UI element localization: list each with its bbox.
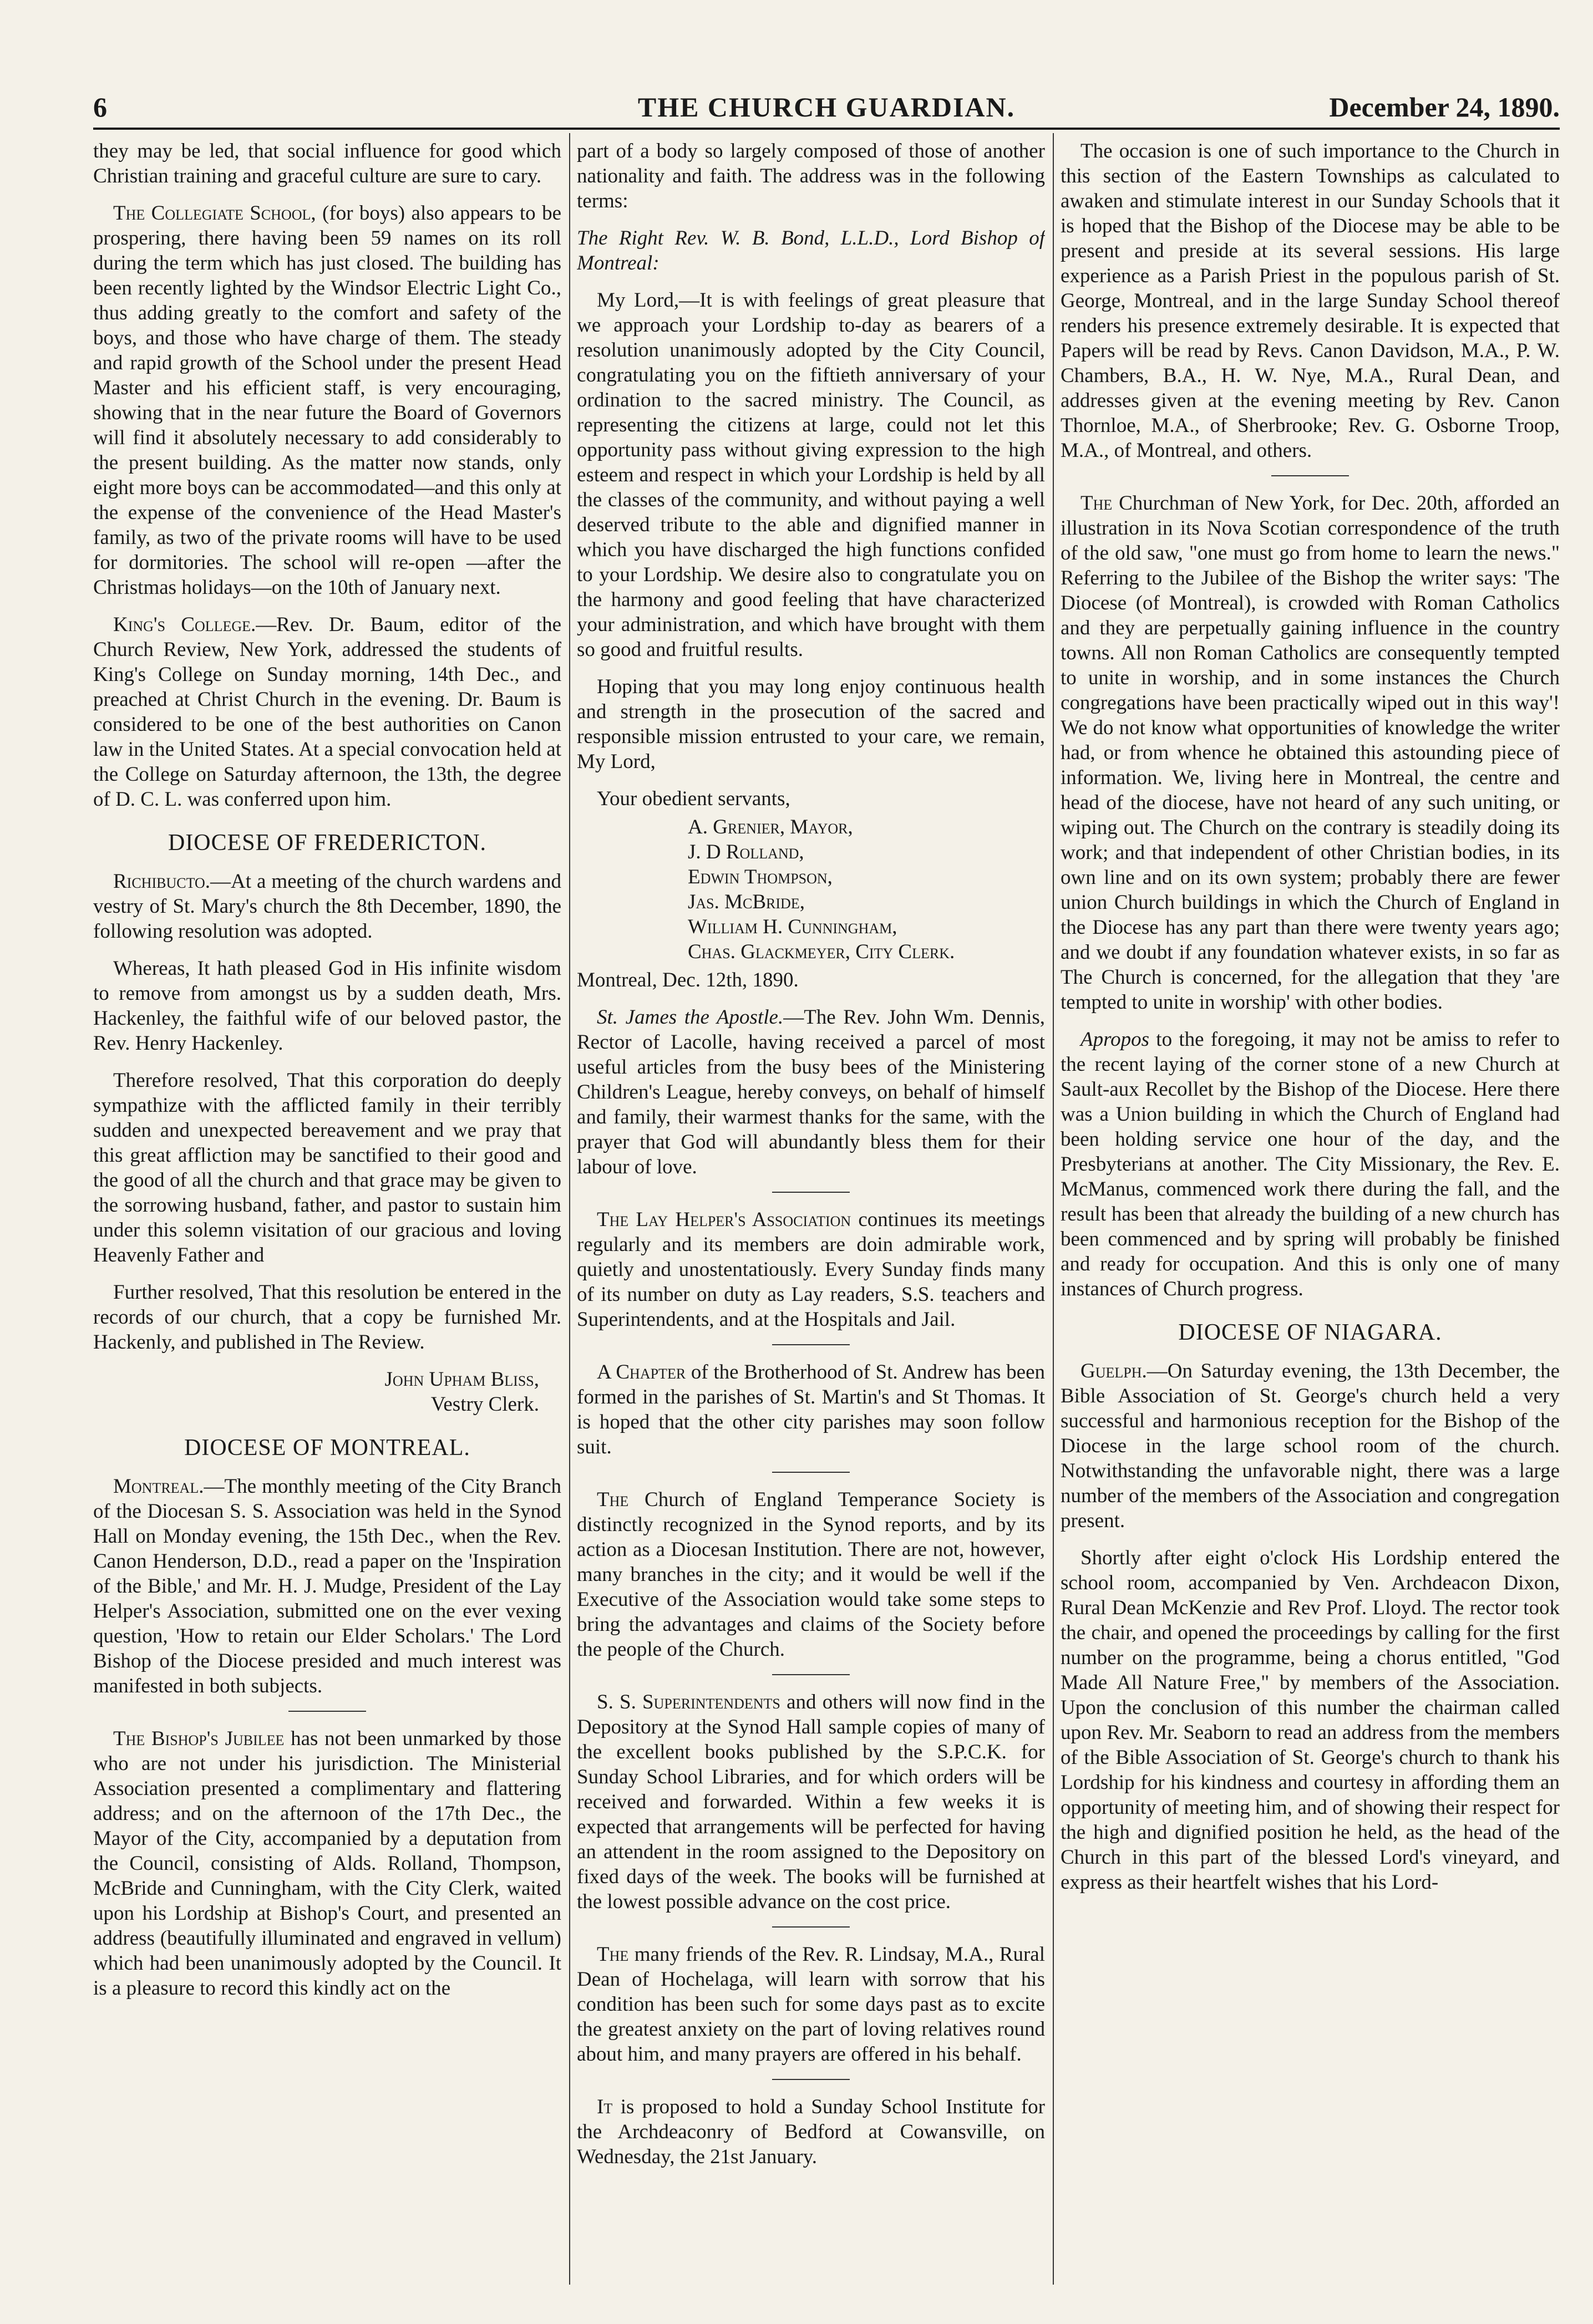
paragraph: they may be led, that social influence for good which Christian training and graceful culture are sure to cary. (93, 140, 561, 187)
paragraph (577, 1690, 1045, 1914)
paragraph (1061, 1359, 1560, 1533)
column-3 (1061, 139, 1560, 2301)
paragraph (577, 1942, 1045, 2067)
signer: J. D Rolland, (688, 841, 804, 863)
lead-in: S. S. Superintendents (597, 1691, 780, 1713)
paragraph-text: is proposed to hold a Sunday School Institute for the Archdeaconry of Bedford at Cowansville, on Wednesday, the 21st January. (577, 2096, 1045, 2168)
separator-rule (288, 1711, 366, 1712)
column-1 (93, 139, 561, 2301)
paragraph-text: —Rev. Dr. Baum, editor of the Church Review, New York, addressed the students of King's College on Sunday morning, 14th Dec., and preached at Christ Church in the evening. Dr. Baum is considered to be one of the best authorities on Canon law in the United States. At a special convocation held at the College on Saturday afternoon, the 13th, the degree of D. C. L. was conferred upon him. (93, 613, 561, 811)
masthead-title: THE CHURCH GUARDIAN. (637, 91, 1016, 123)
section-heading: DIOCESE OF NIAGARA. (1178, 1320, 1442, 1345)
signature-name: John Upham Bliss, (384, 1368, 539, 1391)
column-rule (569, 133, 570, 2285)
lead-in: St. James the Apostle. (597, 1006, 784, 1029)
paragraph (577, 1487, 1045, 1662)
paragraph: Further resolved, That this resolution be entered in the records of our church, that a copy be furnished Mr. Hackenly, and published in The Review. (93, 1281, 561, 1354)
signatories (688, 815, 1045, 964)
paragraph: The occasion is one of such importance to the Church in this section of the Eastern Townships as calculated to awaken and stimulate interest in our Sunday Schools that it is hoped that the Bishop of the Diocese may be able to be present and preside at its several sessions. His large experience as a Parish Priest in the populous parish of St. George, Montreal, and in the large Sunday School thereof renders his presence extremely desirable. It is expected that Papers will be read by Revs. Canon Davidson, M.A., P. W. Chambers, B.A., H. W. Nye, M.A., Rural Dean, and addresses given at the evening meeting by Rev. Canon Thornloe, M.A., of Sherbrooke; Rev. G. Osborne Troop, M.A., of Montreal, and others. (1061, 140, 1560, 462)
paragraph-text: —At a meeting of the church wardens and vestry of St. Mary's church the 8th December, 1890, the following resolution was adopted. (93, 870, 561, 943)
paragraph-text: continues its meetings regularly and its members are doin admirable work, quietly and unostentatiously. Every Sunday finds many of its number on duty as Lay readers, S.S. teachers and Superintendents, and at the Hospitals and Jail. (577, 1208, 1045, 1331)
page-number: 6 (93, 91, 107, 123)
signature-title: Vestry Clerk. (430, 1393, 539, 1416)
paragraph-text: to the foregoing, it may not be amiss to refer to the recent laying of the corner stone of a new Church at Sault-aux Recollet by the Bishop of the Diocese. Here there was a Union building in which the Church of England had been holding service one hour of the day, and the Presbyterians at another. The City Missionary, the Rev. E. McManus, commenced work there during the fall, and the result has been that already the building of a new church has been commenced and by spring will probably be finished and ready for occupation. And this is only one of many instances of Church progress. (1061, 1028, 1560, 1300)
paragraph (1061, 1027, 1560, 1301)
paragraph-text: (for boys) also appears to be prospering, there having been 59 names on its roll during the term which has just closed. The building has been recently lighted by the Windsor Electric Light Co., thus adding greatly to the comfort and safety of the boys, and those who have charge of them. The steady and rapid growth of the School under the present Head Master and his efficient staff, is very encouraging, showing that in the near future the Board of Governors will find it absolutely necessary to add considerably to the present building. As the matter now stands, only eight more boys can be accommodated—and this only at the expense of the convenience of the Head Master's family, as two of the private rooms will have to be used for dormitories. The school will re-open —after the Christmas holidays—on the 10th of January next. (93, 202, 561, 599)
lead-in: The (597, 1943, 629, 1966)
section-heading: DIOCESE OF MONTREAL. (184, 1435, 470, 1461)
lead-in: Guelph. (1080, 1360, 1147, 1382)
separator-rule (772, 1192, 850, 1193)
separator-rule (772, 1674, 850, 1675)
paragraph-text: of the Brotherhood of St. Andrew has been formed in the parishes of St. Martin's and St Thomas. It is hoped that the other city parishes may soon follow suit. (577, 1361, 1045, 1458)
lead-in: The Bishop's Jubilee (113, 1727, 285, 1750)
paragraph (577, 1207, 1045, 1332)
paragraph (577, 2094, 1045, 2169)
column-rule (1053, 133, 1054, 2285)
paragraph (93, 1474, 561, 1698)
lead-in: The (1080, 492, 1113, 515)
paragraph (93, 201, 561, 600)
signer: A. Grenier, Mayor, (688, 816, 853, 838)
column-2 (577, 139, 1045, 2301)
lead-in: The Lay Helper's Association (597, 1208, 851, 1231)
paragraph: Shortly after eight o'clock His Lordship entered the school room, accompanied by Ven. Archdeacon Dixon, Rural Dean McKenzie and Rev Prof. Lloyd. The rector took the chair, and opened the proceedings by calling for the first number on the programme, being a chorus entitled, "God Made All Nature Free," by members of the Association. Upon the conclusion of this number the chairman called upon Rev. Mr. Seaborn to read an address from the members of the Bible Association of St. George's church to thank his Lordship for his kindness and courtesy in affording them an opportunity of meeting him, and of showing their respect for the high and dignified position he held, as the head of the Church in this part of the blessed Lord's vineyard, and express as their heartfelt wishes that his Lord- (1061, 1547, 1560, 1894)
separator-rule (772, 2079, 850, 2080)
page-header (93, 83, 1560, 130)
signer: Edwin Thompson, (688, 866, 833, 888)
paragraph: Therefore resolved, That this corporation do deeply sympathize with the afflicted family in their terribly sudden and unexpected bereavement and we pray that this great affliction may be sanctified to their good and the good of all the church and that grace may be given to the sorrowing husband, father, and pastor to sustain him under this solemn visitation of our gracious and loving Heavenly Father and (93, 1069, 561, 1267)
lead-in: Montreal. (113, 1475, 204, 1498)
paragraph (1061, 491, 1560, 1015)
paragraph: My Lord,—It is with feelings of great pleasure that we approach your Lordship to-day as bearers of a resolution unanimously adopted by the City Council, congratulating you on the fiftieth anniversary of your ordination to the sacred ministry. The Council, as representing the citizens at large, could not let this opportunity pass without giving expression to the high esteem and respect in which your Lordship is held by all the classes of the community, and without paying a well deserved tribute to the able and dignified manner in which you have discharged the high functions confided to your Lordship. We desire also to congratulate you on the harmony and good feeling that have characterized your administration, and which have brought with them so good and fruitful results. (577, 289, 1045, 661)
lead-in: A Chapter (597, 1361, 686, 1384)
lead-in: Apropos (1080, 1028, 1150, 1051)
separator-rule (772, 1472, 850, 1473)
paragraph (577, 1360, 1045, 1460)
paragraph-text: —The monthly meeting of the City Branch of the Diocesan S. S. Association was held in the Synod Hall on Monday evening, the 15th Dec., when the Rev. Canon Henderson, D.D., read a paper on the 'Inspiration of the Bible,' and Mr. H. J. Mudge, President of the Lay Helper's Association, submitted one on the ever vexing question, 'How to retain our Elder Scholars.' The Lord Bishop of the Diocese presided and much interest was manifested in both subjects. (93, 1475, 561, 1697)
paragraph-text: has not been unmarked by those who are not under his jurisdiction. The Ministerial Association presented a complimentary and flattering address; and on the afternoon of the 17th Dec., the Mayor of the City, accompanied by a deputation from the Council, consisting of Alds. Rolland, Thompson, McBride and Cunningham, with the City Clerk, waited upon his Lordship at Bishop's Court, and presented an address (beautifully illuminated and engraved in vellum) which had been unanimously adopted by the Council. It is a pleasure to record this kindly act on the (93, 1727, 561, 2000)
signer: Jas. McBride, (688, 891, 805, 913)
paragraph-text: Church of England Temperance Society is distinctly recognized in the Synod reports, and by its action as a Diocesan Institution. There are not, however, many branches in the city; and it would be well if the Executive of the Association would take some steps to bring the advantages and claims of the Society before the people of the Church. (577, 1488, 1045, 1661)
issue-date: December 24, 1890. (1329, 91, 1560, 123)
paragraph-text: —On Saturday evening, the 13th December, the Bible Association of St. George's church held a very successful and harmonious reception for the Bishop of the Diocese in the large school room of the church. Notwithstanding the unfavorable night, there was a large number of the members of the Association and congregation present. (1061, 1360, 1560, 1532)
lead-in: It (597, 2096, 613, 2118)
section-heading: DIOCESE OF FREDERICTON. (168, 830, 487, 856)
paragraph-text: and others will now find in the Depository at the Synod Hall sample copies of many of the excellent books published by the S.P.C.K. for Sunday School Libraries, and for which orders will be received and forwarded. Within a few weeks it is expected that arrangements will be perfected for having an attendent in the room assigned to the Depository on fixed days of the week. The books will be furnished at the lowest possible advance on the cost price. (577, 1691, 1045, 1913)
paragraph (93, 1726, 561, 2001)
paragraph: part of a body so largely composed of those of another nationality and faith. The address was in the following terms: (577, 140, 1045, 212)
signer: William H. Cunningham, (688, 916, 897, 938)
separator-rule (772, 1344, 850, 1345)
separator-rule (772, 1926, 850, 1928)
paragraph-text: —The Rev. John Wm. Dennis, Rector of Lacolle, having received a parcel of most useful articles from the busy bees of the Ministering Children's League, hereby conveys, on behalf of himself and family, their warmest thanks for the same, with the prayer that God will abundantly bless them for their labour of love. (577, 1006, 1045, 1178)
paragraph: Your obedient servants, (597, 787, 790, 810)
lead-in: Richibucto. (113, 870, 211, 893)
paragraph: Montreal, Dec. 12th, 1890. (577, 969, 799, 991)
lead-in: The Collegiate School, (113, 202, 316, 225)
paragraph-text: many friends of the Rev. R. Lindsay, M.A., Rural Dean of Hochelaga, will learn with sorrow that his condition has been such for some days past as to excite the greatest anxiety on the part of loving relatives round about him, and many prayers are offered in his behalf. (577, 1943, 1045, 2066)
separator-rule (1271, 475, 1349, 476)
signer: Chas. Glackmeyer, City Clerk. (688, 940, 955, 963)
paragraph: Whereas, It hath pleased God in His infinite wisdom to remove from amongst us by a sudden death, Mrs. Hackenley, the faithful wife of our beloved pastor, the Rev. Henry Hackenley. (93, 957, 561, 1055)
lead-in: King's College. (113, 613, 256, 636)
paragraph (93, 869, 561, 944)
paragraph: Hoping that you may long enjoy continuous health and strength in the prosecution of the sacred and responsible mission entrusted to your care, we remain, My Lord, (577, 675, 1045, 773)
paragraph (577, 1005, 1045, 1179)
paragraph (93, 612, 561, 812)
paragraph-text: Churchman of New York, for Dec. 20th, afforded an illustration in its Nova Scotian correspondence of the truth of the old saw, "one must go from home to learn the news." Referring to the Jubilee of the Bishop the writer says: 'The Diocese (of Montreal), is crowded with Roman Catholics and they are perpetually gaining influence in the country towns. All non Roman Catholics are consequently tempted to unite in worship, and in some instances the Church congregations have been practically wiped out in this way'! We do not know what opportunities of knowledge the writer had, or from whence he obtained this astounding piece of information. We, living here in Montreal, the centre and head of the diocese, have not heard of any such uniting, or wiping out. The Church on the contrary is steadily doing its work; and that independent of other Christian bodies, in its own line and on its own system; probably there are fewer union Church buildings in which the Church of England in the Diocese has any part than there were twenty years ago; and we doubt if any foundation whatever exists, in so far as The Church is concerned, for the allegation that they 'are tempted to unite in worship' with other bodies. (1061, 492, 1560, 1014)
lead-in: The (597, 1488, 629, 1511)
address-salutation: The Right Rev. W. B. Bond, L.L.D., Lord Bishop of Montreal: (577, 227, 1045, 274)
